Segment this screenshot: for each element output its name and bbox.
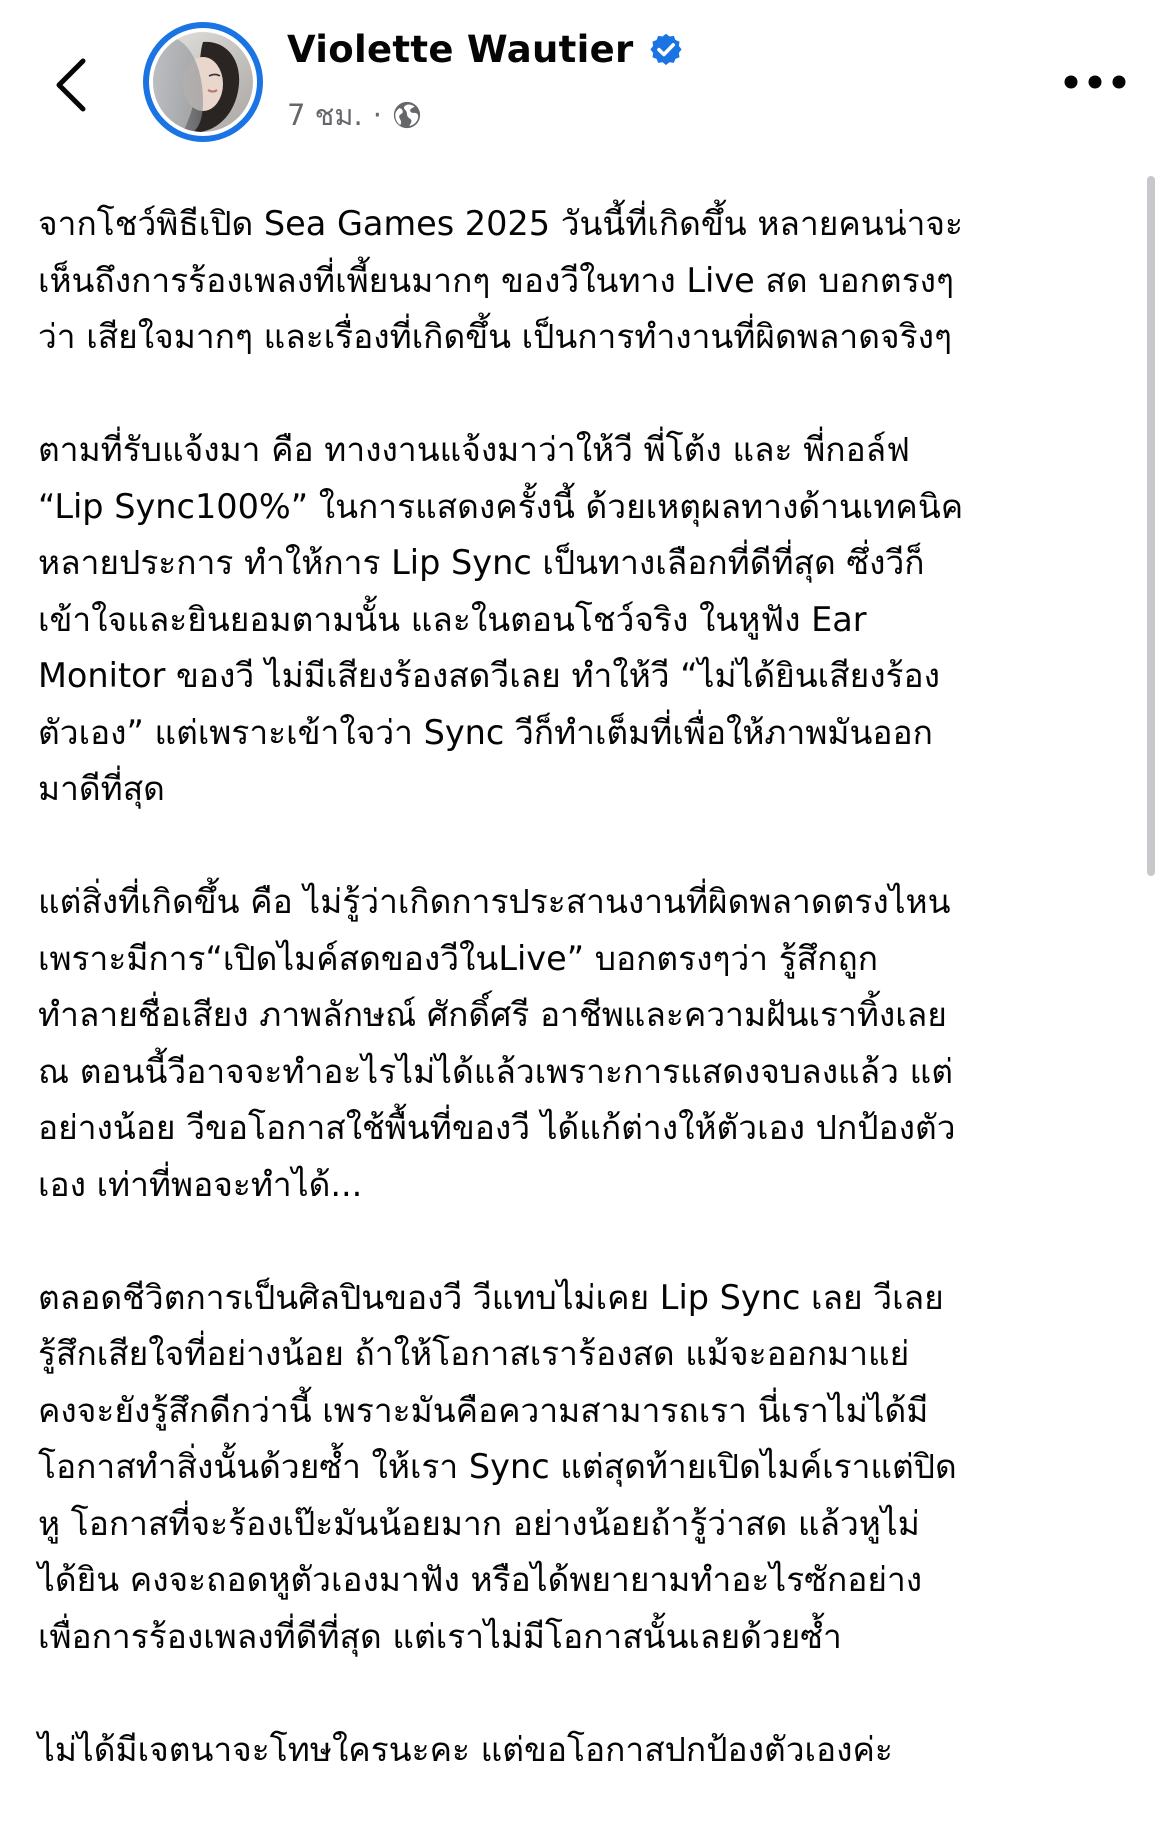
- text-line: ณ ตอนนี้วีอาจจะทำอะไรไม่ได้แล้วเพราะการแสดงจบลงแล้ว แต่: [38, 1051, 953, 1091]
- post-meta: [287, 92, 422, 138]
- text-line: โอกาสทำสิ่งนั้นด้วยซ้ำ ให้เรา Sync แต่สุดท้ายเปิดไมค์เราแต่ปิด: [38, 1447, 957, 1486]
- post-paragraph: [38, 422, 1128, 818]
- verified-badge-icon: [648, 32, 684, 68]
- text-line: เอง เท่าที่พอจะทำได้...: [38, 1164, 363, 1204]
- text-line: เพื่อการร้องเพลงที่ดีที่สุด แต่เราไม่มีโอกาสนั้นเลยด้วยซ้ำ: [38, 1616, 842, 1656]
- chevron-left-icon: [53, 57, 87, 113]
- text-line: คงจะยังรู้สึกดีกว่านี้ เพราะมันคือความสามารถเรา นี่เราไม่ได้มี: [38, 1390, 929, 1430]
- text-line: แต่สิ่งที่เกิดขึ้น คือ ไม่รู้ว่าเกิดการประสานงานที่ผิดพลาดตรงไหน: [38, 882, 951, 921]
- text-line: เพราะมีการ“เปิดไมค์สดของวีในLive” บอกตรงๆว่า รู้สึกถูก: [38, 938, 879, 978]
- text-line: Monitor ของวี ไม่มีเสียงร้องสดวีเลย ทำให้วี “ไม่ได้ยินเสียงร้อง: [38, 656, 941, 695]
- back-button[interactable]: [40, 45, 100, 125]
- text-line: ไม่ได้มีเจตนาจะโทษใครนะคะ แต่ขอโอกาสปกป้องตัวเองค่ะ: [38, 1729, 893, 1769]
- more-dots-icon: [1063, 74, 1127, 90]
- text-line: อย่างน้อย วีขอโอกาสใช้พื้นที่ของวี ได้แก้ต่างให้ตัวเอง ปกป้องตัว: [38, 1108, 956, 1147]
- meta-separator: ·: [372, 98, 382, 132]
- text-line: จากโชว์พิธีเปิด Sea Games 2025 วันนี้ที่เกิดขึ้น หลายคนน่าจะ: [38, 204, 964, 243]
- post-paragraph: [38, 1270, 1128, 1666]
- text-line: ว่า เสียใจมากๆ และเรื่องที่เกิดขึ้น เป็นการทำงานที่ผิดพลาดจริงๆ: [38, 317, 952, 356]
- text-line: มาดีที่สุด: [38, 769, 165, 808]
- text-line: ได้ยิน คงจะถอดหูตัวเองมาฟัง หรือได้พยายามทำอะไรซักอย่าง: [38, 1560, 923, 1599]
- text-line: หู โอกาสที่จะร้องเป๊ะมันน้อยมาก อย่างน้อยถ้ารู้ว่าสด แล้วหูไม่: [38, 1503, 920, 1543]
- text-line: หลายประการ ทำให้การ Lip Sync เป็นทางเลือกที่ดีที่สุด ซึ่งวีก็: [38, 543, 925, 582]
- avatar[interactable]: [143, 22, 263, 142]
- post-paragraph: [38, 874, 1128, 1213]
- scrollbar-thumb[interactable]: [1147, 176, 1155, 876]
- text-line: ตัวเอง” แต่เพราะเข้าใจว่า Sync วีก็ทำเต็มที่เพื่อให้ภาพมันออก: [38, 712, 933, 752]
- author-name[interactable]: Violette Wautier: [287, 28, 634, 71]
- post-time[interactable]: 7 ชม.: [287, 98, 363, 132]
- text-line: ตลอดชีวิตการเป็นศิลปินของวี วีแทบไม่เคย Lip Sync เลย วีเลย: [38, 1277, 944, 1317]
- avatar-photo: [153, 32, 253, 132]
- post-paragraph: [38, 196, 1128, 366]
- post-header: [0, 0, 1170, 170]
- text-line: เข้าใจและยินยอมตามนั้น และในตอนโชว์จริง ในหูฟัง Ear: [38, 599, 867, 639]
- text-line: เห็นถึงการร้องเพลงที่เพี้ยนมากๆ ของวีในทาง Live สด บอกตรงๆ: [38, 260, 955, 300]
- text-line: รู้สึกเสียใจที่อย่างน้อย ถ้าให้โอกาสเราร้องสด แม้จะออกมาแย่: [38, 1334, 910, 1373]
- post-text: [38, 196, 1128, 1835]
- text-line: “Lip Sync100%” ในการแสดงครั้งนี้ ด้วยเหตุผลทางด้านเทคนิค: [38, 486, 964, 526]
- text-line: ทำลายชื่อเสียง ภาพลักษณ์ ศักดิ์ศรี อาชีพและความฝันเราทิ้งเลย: [38, 995, 947, 1034]
- author-row: [287, 28, 684, 71]
- text-line: ตามที่รับแจ้งมา คือ ทางงานแจ้งมาว่าให้วี พี่โต้ง และ พี่กอล์ฟ: [38, 430, 910, 469]
- post-paragraph: [38, 1722, 1128, 1779]
- more-options-button[interactable]: [1050, 60, 1140, 104]
- globe-icon: [392, 100, 422, 130]
